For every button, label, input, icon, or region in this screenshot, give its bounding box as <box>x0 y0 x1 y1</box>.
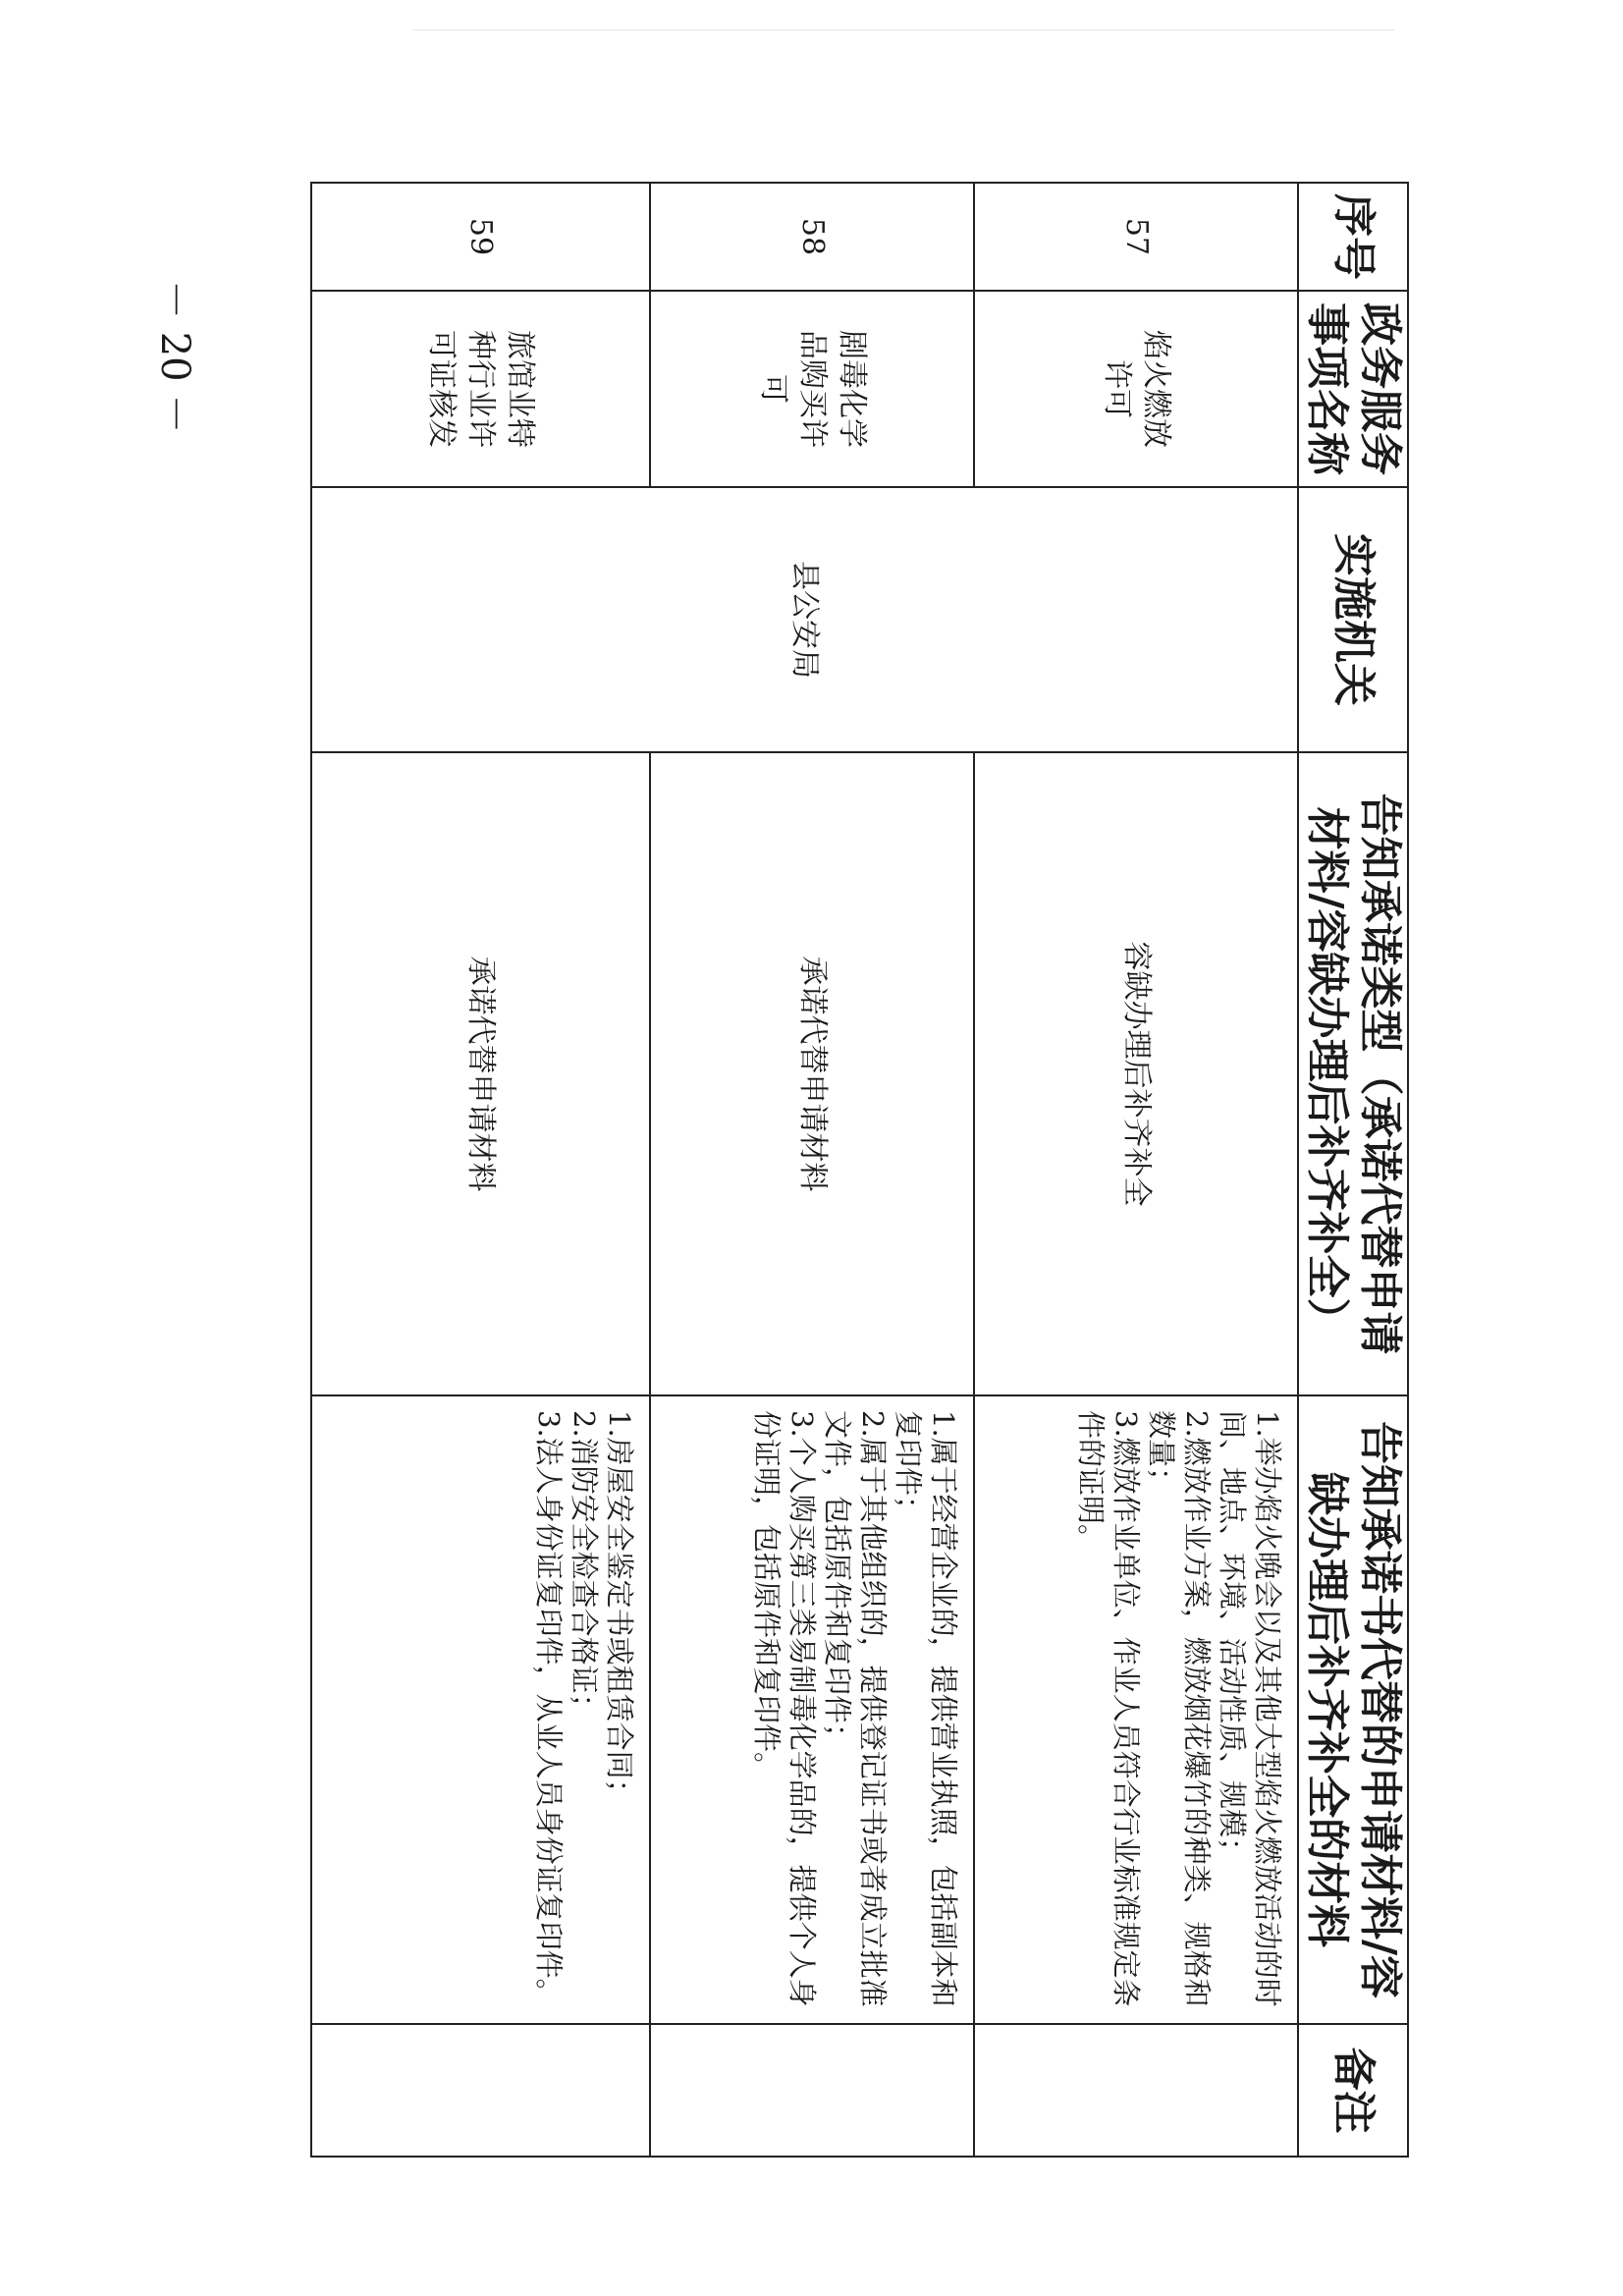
rotated-page-content <box>314 182 1409 2156</box>
row-service-name: 旅馆业特种行业许可证核发 <box>311 291 650 487</box>
material-item: 2.燃放作业方案，燃放烟花爆竹的种类、规格和数量； <box>1145 1410 1214 2007</box>
header-service-name: 政务服务事项名称 <box>1298 291 1408 487</box>
material-item: 1.举办焰火晚会以及其他大型焰火燃放活动的时间、地点、环境、活动性质、规模； <box>1216 1410 1284 2007</box>
row-remarks <box>974 2024 1298 2157</box>
row-commitment-type: 承诺代替申请材料 <box>650 752 974 1395</box>
row-service-name: 剧毒化学品购买许可 <box>650 291 974 487</box>
row-remarks <box>311 2024 650 2157</box>
row-materials <box>311 1395 650 2024</box>
row-materials <box>974 1395 1298 2024</box>
material-item: 2.属于其他组织的，提供登记证书或者成立批准文件，包括原件和复印件； <box>821 1410 890 2007</box>
header-remarks: 备注 <box>1298 2024 1408 2157</box>
row-seq: 58 <box>650 183 974 291</box>
material-item: 2.消防安全检查合格证； <box>568 1410 601 1722</box>
table-row <box>311 183 650 2157</box>
commitment-table <box>310 182 1409 2158</box>
header-commitment-type: 告知承诺类型（承诺代替申请材料/容缺办理后补齐补全） <box>1298 752 1408 1395</box>
material-item: 1.房屋安全鉴定书或租赁合同； <box>603 1410 636 1808</box>
table-header-row <box>1298 183 1408 2157</box>
material-item: 3.燃放作业单位、作业人员符合行业标准规定条件的证明。 <box>1074 1410 1143 2007</box>
scan-edge-line <box>412 29 1394 30</box>
landscape-table-wrapper <box>314 182 1409 2156</box>
row-agency: 县公安局 <box>311 487 1298 752</box>
header-seq: 序号 <box>1298 183 1408 291</box>
row-commitment-type: 承诺代替申请材料 <box>311 752 650 1395</box>
row-seq: 59 <box>311 183 650 291</box>
row-remarks <box>650 2024 974 2157</box>
table-row <box>650 183 974 2157</box>
header-materials: 告知承诺书代替的申请材料/容缺办理后补齐补全的材料 <box>1298 1395 1408 2024</box>
table-row <box>974 183 1298 2157</box>
header-agency: 实施机关 <box>1298 487 1408 752</box>
row-seq: 57 <box>974 183 1298 291</box>
row-commitment-type: 容缺办理后补齐补全 <box>974 752 1298 1395</box>
row-materials <box>650 1395 974 2024</box>
page-number: － 20 － <box>152 280 197 434</box>
material-item: 3.法人身份证复印件，从业人员身份证复印件。 <box>532 1410 566 2007</box>
material-item: 3.个人购买第三类易制毒化学品的，提供个人身份证明，包括原件和复印件。 <box>750 1410 819 2007</box>
row-service-name: 焰火燃放许可 <box>974 291 1298 487</box>
material-item: 1.属于经营企业的，提供营业执照，包括副本和复印件； <box>892 1410 960 2007</box>
